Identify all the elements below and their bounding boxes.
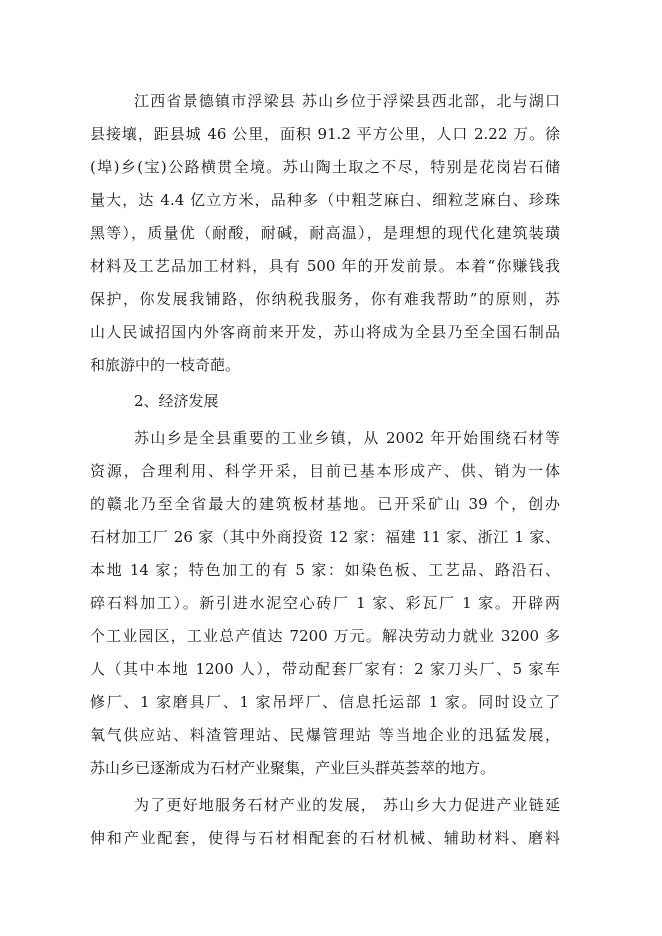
paragraph-2-line-2: 资源，合理利用、科学开采，目前已基本形成产、供、销为一体 bbox=[90, 462, 560, 480]
paragraph-2-line-8: 人（其中本地 1200 人），带动配套厂家有：2 家刀头厂、5 家车 bbox=[90, 660, 560, 678]
paragraph-1-line-8: 山人民诚招国内外客商前来开发，苏山将成为全县乃至全国石制品 bbox=[90, 323, 560, 341]
paragraph-1-line-1: 江西省景德镇市浮梁县 苏山乡位于浮梁县西北部，北与湖口 bbox=[134, 92, 560, 110]
paragraph-2-line-6: 碎石料加工）。新引进水泥空心砖厂 1 家、彩瓦厂 1 家。开辟两 bbox=[90, 594, 560, 612]
paragraph-2-line-9: 修厂、1 家磨具厂、1 家吊坪厂、信息托运部 1 家。同时设立了 bbox=[90, 693, 560, 711]
paragraph-2-line-10: 氧气供应站、料渣管理站、民爆管理站 等当地企业的迅猛发展， bbox=[90, 726, 560, 744]
paragraph-2-line-4: 石材加工厂 26 家（其中外商投资 12 家：福建 11 家、浙江 1 家、 bbox=[90, 528, 560, 546]
paragraph-2-line-7: 个工业园区，工业总产值达 7200 万元。解决劳动力就业 3200 多 bbox=[90, 627, 560, 645]
section-heading: 2、经济发展 bbox=[134, 392, 219, 410]
paragraph-1-line-6: 材料及工艺品加工材料，具有 500 年的开发前景。本着“你赚钱我 bbox=[90, 257, 560, 275]
paragraph-2-line-11: 苏山乡已逐渐成为石材产业聚集，产业巨头群英荟萃的地方。 bbox=[90, 759, 496, 777]
paragraph-1-line-3: (埠)乡(宝)公路横贯全境。苏山陶土取之不尽，特别是花岗岩石储 bbox=[90, 158, 560, 176]
paragraph-3-line-1: 为了更好地服务石材产业的发展， 苏山乡大力促进产业链延 bbox=[134, 796, 560, 814]
paragraph-1-line-4: 量大，达 4.4 亿立方米，品种多（中粗芝麻白、细粒芝麻白、珍珠 bbox=[90, 191, 560, 209]
paragraph-1-line-2: 县接壤，距县城 46 公里，面积 91.2 平方公里，人口 2.22 万。徐 bbox=[90, 125, 560, 143]
paragraph-2-line-1: 苏山乡是全县重要的工业乡镇，从 2002 年开始围绕石材等 bbox=[134, 429, 560, 447]
paragraph-3-line-2: 伸和产业配套，使得与石材相配套的石材机械、辅助材料、磨料 bbox=[90, 829, 560, 847]
paragraph-1-line-7: 保护，你发展我铺路，你纳税我服务，你有难我帮助”的原则，苏 bbox=[90, 290, 560, 308]
paragraph-1-line-5: 黑等），质量优（耐酸，耐碱，耐高温），是理想的现代化建筑装璜 bbox=[90, 224, 560, 242]
paragraph-1-line-9: 和旅游中的一枝奇葩。 bbox=[90, 356, 241, 374]
paragraph-2-line-5: 本地 14 家；特色加工的有 5 家：如染色板、工艺品、路沿石、 bbox=[90, 561, 560, 579]
paragraph-2-line-3: 的赣北乃至全省最大的建筑板材基地。已开采矿山 39 个，创办 bbox=[90, 495, 560, 513]
